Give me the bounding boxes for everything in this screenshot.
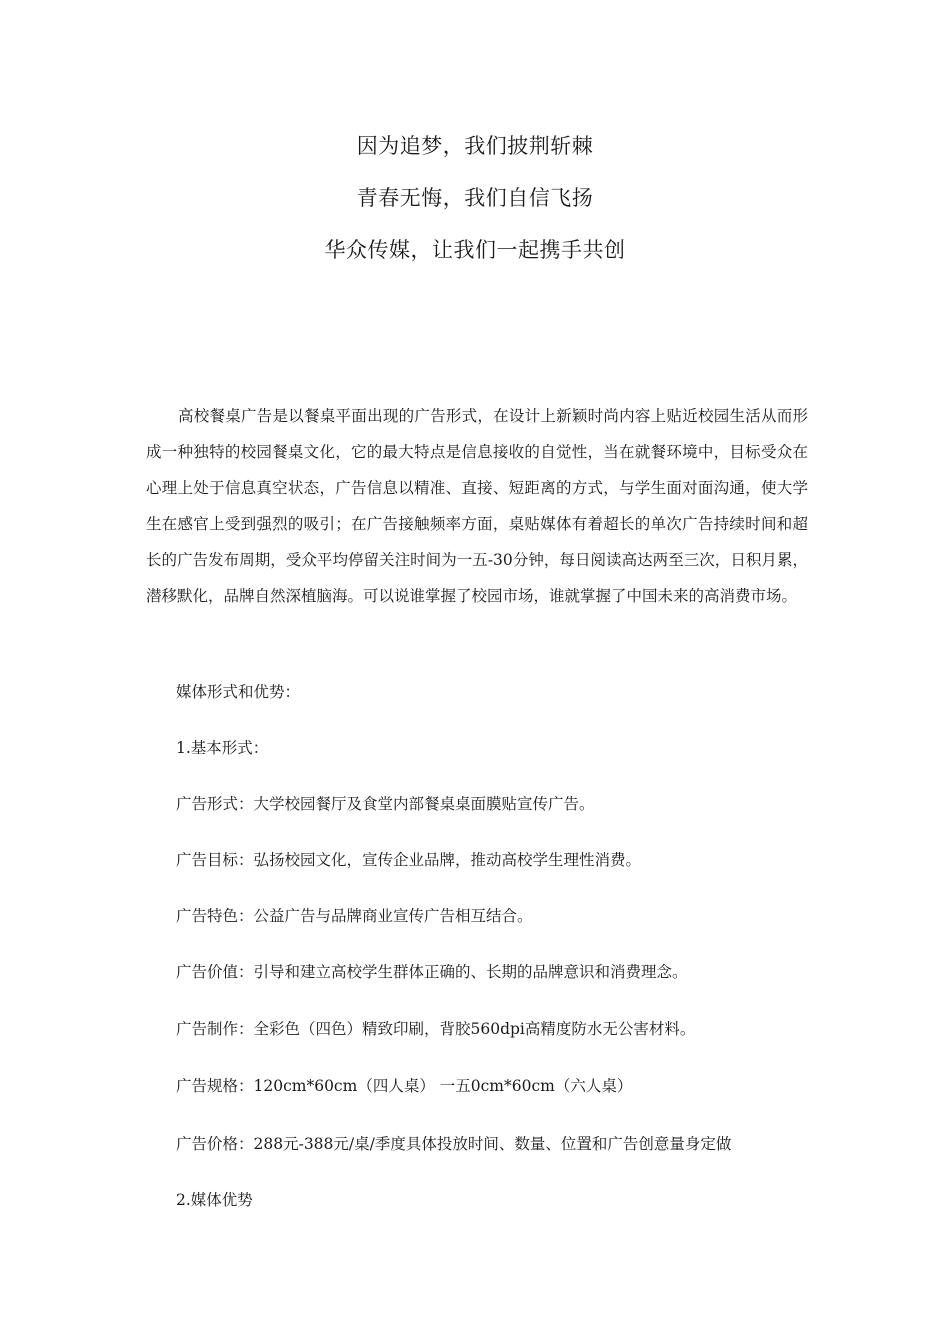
ad-spec-item: 广告规格：120cm*60cm（四人桌） 一五0cm*60cm（六人桌） bbox=[176, 1077, 633, 1095]
ad-production-item: 广告制作：全彩色（四色）精致印刷，背胶560dpi高精度防水无公害材料。 bbox=[176, 1020, 696, 1038]
slogan-line-2: 青春无悔，我们自信飞扬 bbox=[356, 186, 594, 210]
slogan-block bbox=[0, 132, 950, 288]
slogan-line-1: 因为追梦，我们披荆斩棘 bbox=[356, 134, 594, 158]
ad-form-item: 广告形式：大学校园餐厅及食堂内部餐桌桌面膜贴宣传广告。 bbox=[176, 795, 595, 813]
basic-form-heading: 1.基本形式： bbox=[176, 739, 269, 757]
media-advantage-heading: 2.媒体优势 bbox=[176, 1191, 253, 1209]
ad-price-item: 广告价格：288元-388元/桌/季度具体投放时间、数量、位置和广告创意量身定做 bbox=[176, 1135, 732, 1153]
ad-goal-item: 广告目标：弘扬校园文化，宣传企业品牌，推动高校学生理性消费。 bbox=[176, 851, 642, 869]
intro-paragraph: 高校餐桌广告是以餐桌平面出现的广告形式，在设计上新颖时尚内容上贴近校园生活从而形成一种独特的校园餐桌文化，它的最大特点是信息接收的自觉性，当在就餐环境中，目标受众在心理上处于信息真空状态，广告信息以精准、直接、短距离的方式，与学生面对面沟通，使大学生在感官上受到强烈的吸引；在广告接触频率方面，桌贴媒体有着超长的单次广告持续时间和超长的广告发布周期，受众平均停留关注时间为一五-30分钟，每日阅读高达两至三次，日积月累，潜移默化，品牌自然深植脑海。可以说谁掌握了校园市场，谁就掌握了中国未来的高消费市场。 bbox=[146, 407, 808, 605]
ad-value-item: 广告价值：引导和建立高校学生群体正确的、长期的品牌意识和消费理念。 bbox=[176, 963, 688, 981]
ad-feature-item: 广告特色：公益广告与品牌商业宣传广告相互结合。 bbox=[176, 907, 533, 925]
slogan-line-3: 华众传媒，让我们一起携手共创 bbox=[324, 238, 626, 262]
intro-section bbox=[146, 398, 808, 614]
section-heading: 媒体形式和优势： bbox=[176, 683, 301, 701]
